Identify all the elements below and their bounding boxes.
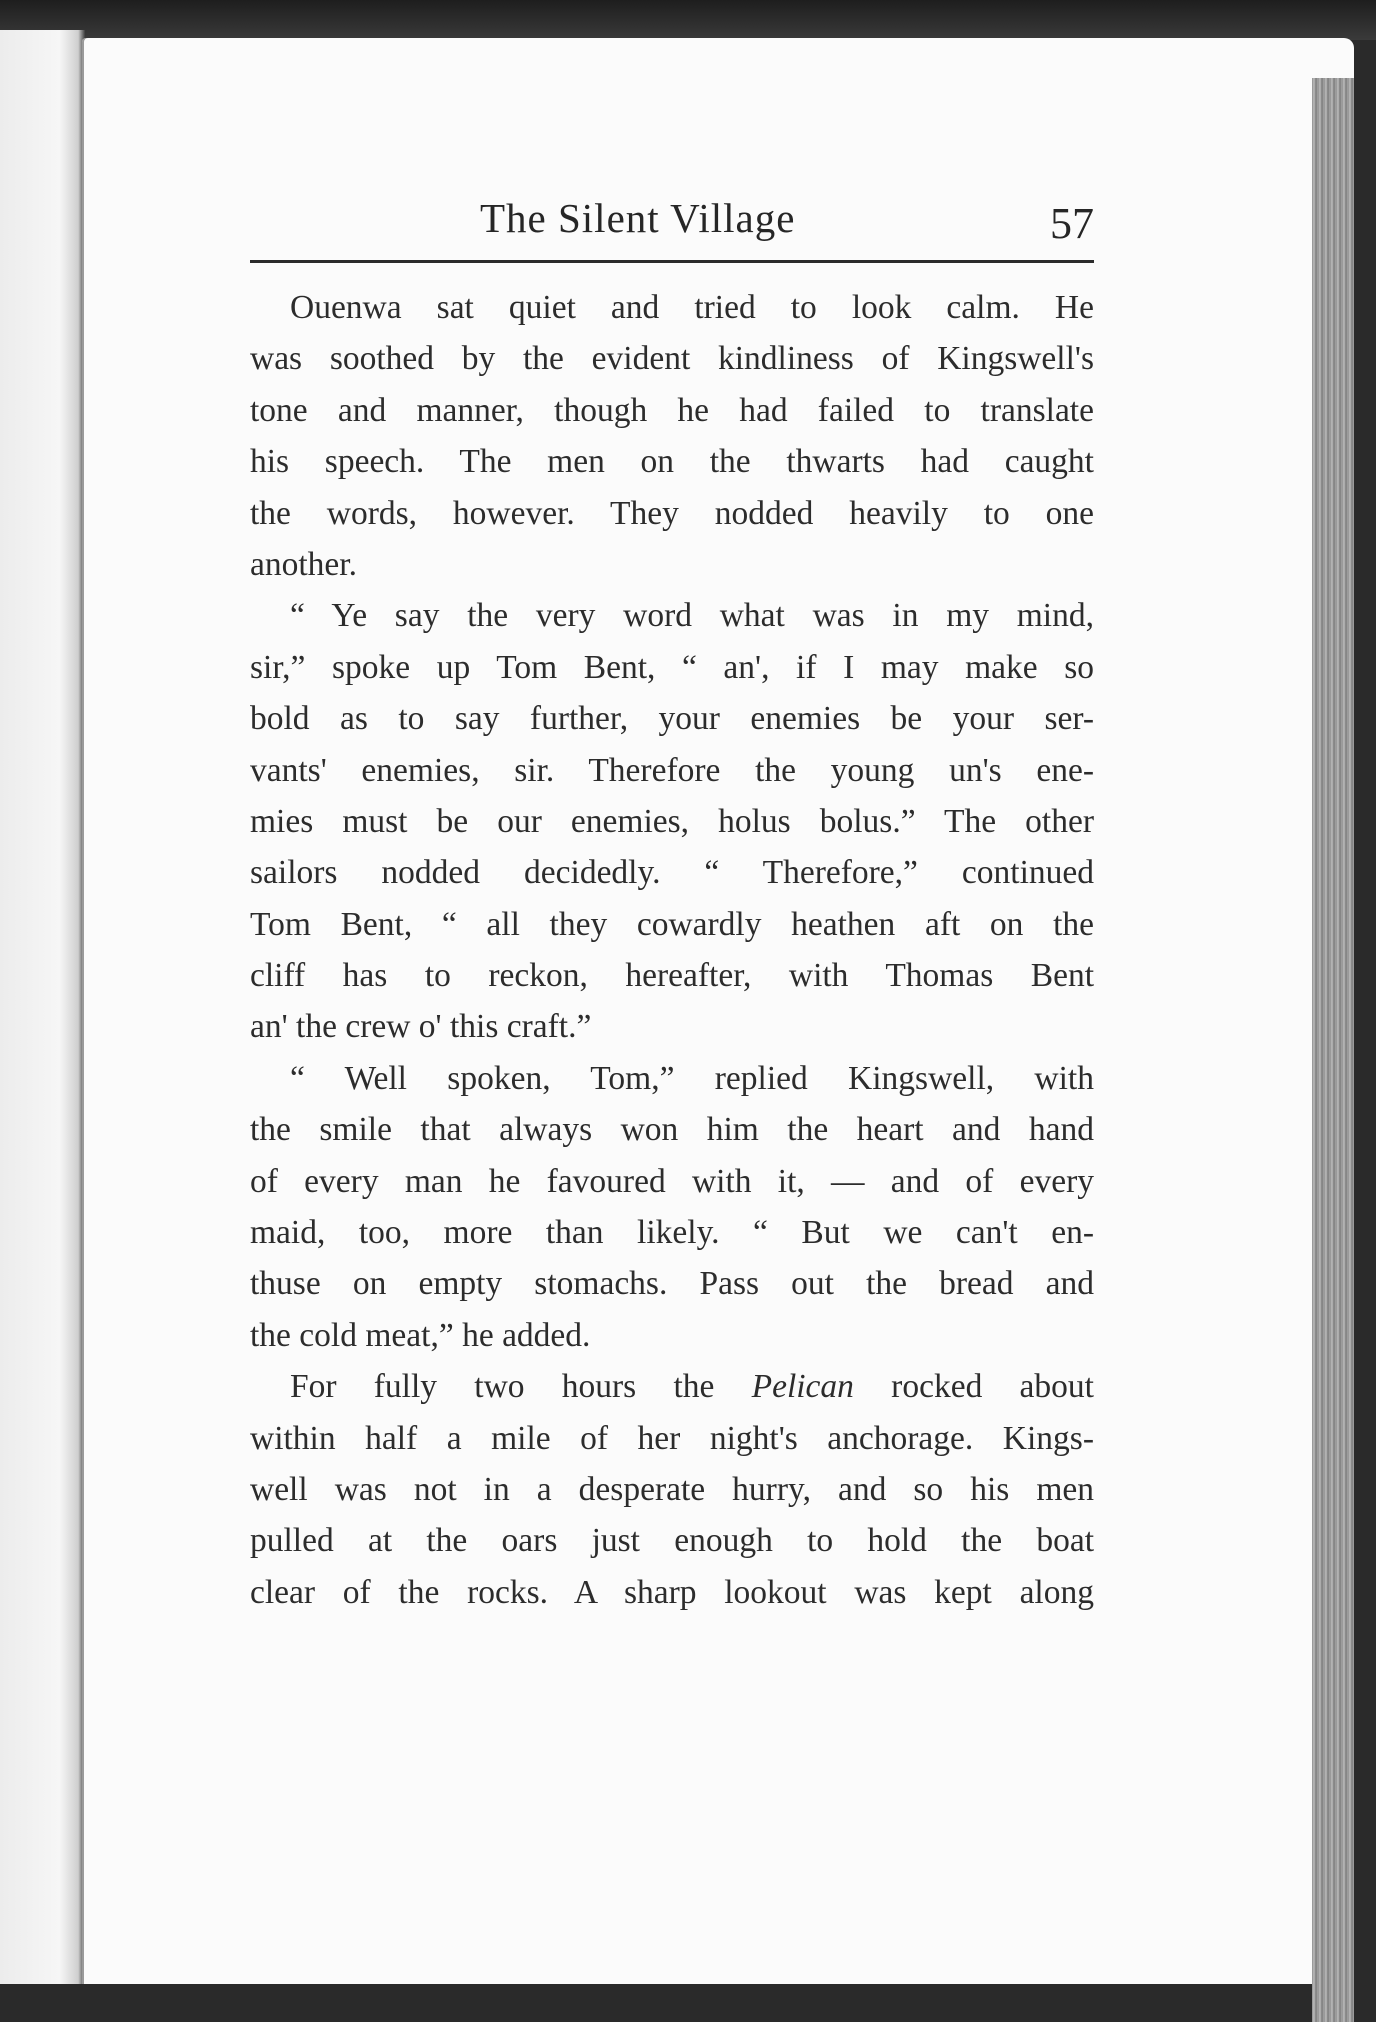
text-line-with-italic (250, 1361, 1094, 1412)
page-stack-edge (1312, 78, 1354, 2022)
text-line: mies must be our enemies, holus bolus.” The other (250, 802, 1094, 840)
text-line: well was not in a desperate hurry, and so his men (250, 1470, 1094, 1508)
text-line: tone and manner, though he had failed to translate (250, 391, 1094, 429)
page-number: 57 (1050, 199, 1094, 248)
running-title: The Silent Village (480, 195, 796, 241)
text-line: Tom Bent, “ all they cowardly heathen aft on the (250, 905, 1094, 943)
text-line: sailors nodded decidedly. “ Therefore,” continued (250, 854, 1094, 892)
scan-background-top (0, 0, 1376, 40)
text-line: maid, too, more than likely. “ But we can't en- (250, 1214, 1094, 1252)
text-line: bold as to say further, your enemies be your ser- (250, 700, 1094, 738)
text-line: the cold meat,” he added. (250, 1316, 591, 1354)
body-text (250, 282, 1094, 1618)
text-line: Ouenwa sat quiet and tried to look calm. He (290, 289, 1094, 326)
text-line: clear of the rocks. A sharp lookout was kept along (250, 1573, 1094, 1611)
text-line: “ Well spoken, Tom,” replied Kingswell, with (290, 1059, 1094, 1097)
text-line: of every man he favoured with it, — and of every (250, 1162, 1094, 1200)
running-header (250, 188, 1094, 263)
text-line: the words, however. They nodded heavily to one (250, 494, 1094, 532)
left-page-edge (0, 30, 85, 1984)
text-line: vants' enemies, sir. Therefore the young un's ene- (250, 751, 1094, 789)
text-line: cliff has to reckon, hereafter, with Thomas Bent (250, 957, 1094, 995)
text-line: another. (250, 545, 357, 583)
ship-name-italic: Pelican (751, 1368, 854, 1406)
text-line: sir,” spoke up Tom Bent, “ an', if I may make so (250, 648, 1094, 686)
text-line: “ Ye say the very word what was in my mind, (290, 597, 1094, 635)
text-line: the smile that always won him the heart and hand (250, 1111, 1094, 1149)
text-span: For fully two hours the (290, 1368, 752, 1406)
text-line: thuse on empty stomachs. Pass out the bread and (250, 1265, 1094, 1303)
text-span: rocked about (853, 1368, 1094, 1406)
text-line: his speech. The men on the thwarts had caught (250, 443, 1094, 481)
text-line: within half a mile of her night's anchorage. Kings- (250, 1419, 1094, 1457)
text-line: an' the crew o' this craft.” (250, 1008, 592, 1046)
text-line: pulled at the oars just enough to hold the boat (250, 1522, 1094, 1560)
text-line: was soothed by the evident kindliness of Kingswell's (250, 340, 1094, 378)
